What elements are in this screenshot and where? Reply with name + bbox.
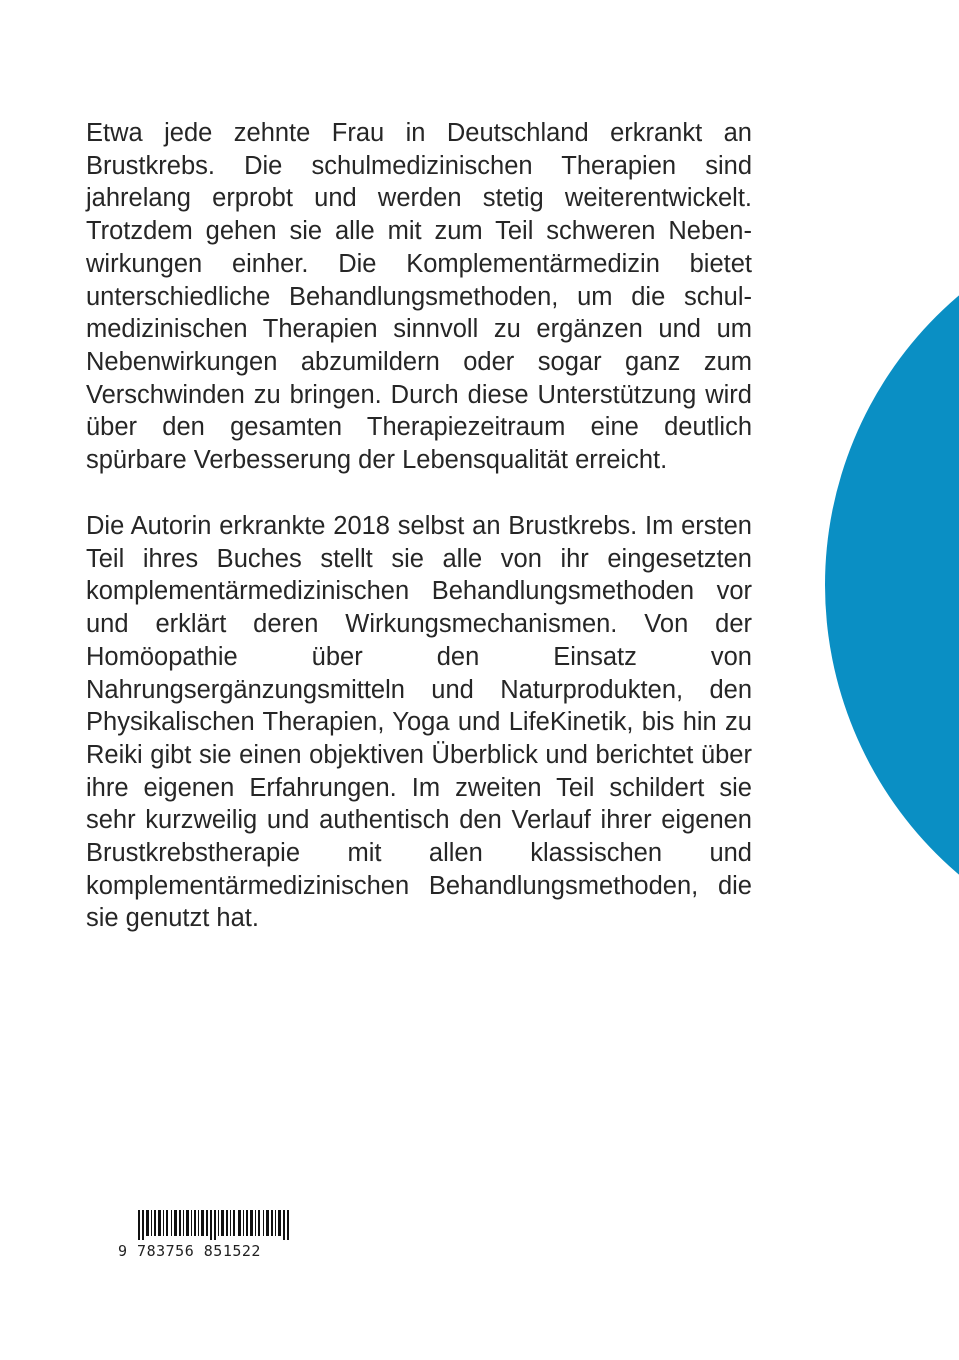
blue-circle-decoration	[825, 205, 959, 965]
barcode-bars	[138, 1210, 296, 1240]
isbn-number: 9 783756 851522	[118, 1242, 261, 1260]
blurb-paragraph-1: Etwa jede zehnte Frau in Deutschland erkrankt an Brustkrebs. Die schulmedizinischen Therapien sind jahrelang erprobt und werden stetig weiterentwickelt. Trotzdem gehen sie alle mit zum Teil schweren Nebenwirkungen einher. Die Komplementärmedizin bietet unterschiedliche Behandlungsmethoden, um die schulmedizinischen Therapien sinnvoll zu ergänzen und um Nebenwirkungen abzumildern oder sogar ganz zum Verschwinden zu bringen. Durch diese Unterstützung wird über den gesamten Therapiezeitraum eine deutlich spürbare Verbesserung der Lebensqualität erreicht.	[86, 119, 752, 475]
blurb-paragraph-2: Die Autorin erkrankte 2018 selbst an Brustkrebs. Im ersten Teil ihres Buches stellt sie alle von ihr eingesetzten komplementärmedizinischen Behandlungsmethoden vor und erklärt deren Wirkungsmechanismen. Von der Homöopathie über den Einsatz von Nahrungsergänzungsmitteln und Naturprodukten, den Physikalischen Therapien, Yoga und LifeKinetik, bis hin zu Reiki gibt sie einen objektiven Überblick und berichtet über ihre eigenen Erfahrungen. Im zweiten Teil schildert sie sehr kurzweilig und authentisch den Verlauf ihrer eigenen Brustkrebstherapie mit allen klassischen und komplementärmedizinischen Behandlungsmethoden, die sie genutzt hat.	[86, 512, 752, 933]
isbn-barcode	[118, 1210, 298, 1266]
